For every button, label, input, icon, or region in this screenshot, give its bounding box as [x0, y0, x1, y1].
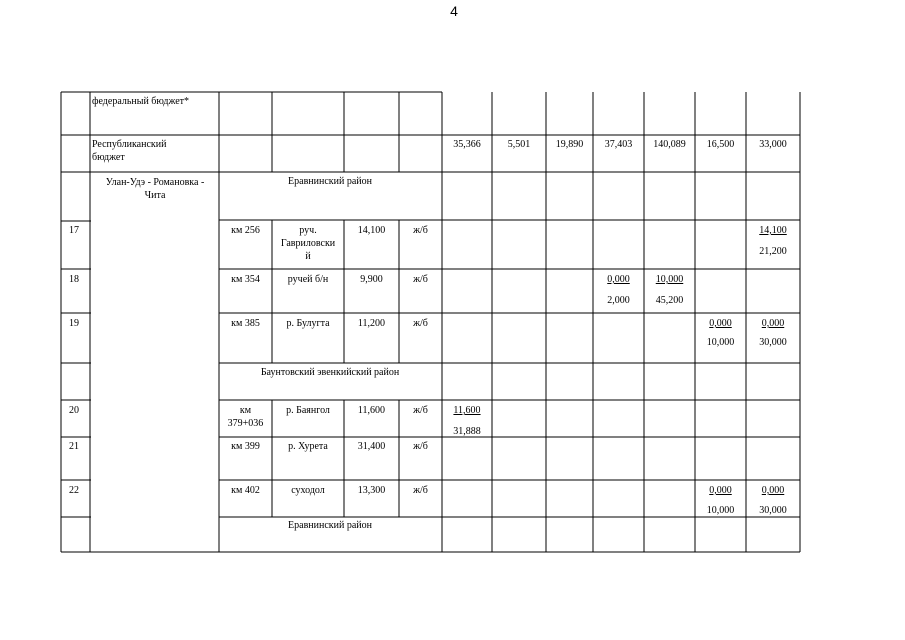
row-value-bottom: 2,000	[607, 295, 630, 306]
republic-budget-label-line1: Республиканский	[92, 139, 167, 150]
row-length: 14,100	[357, 225, 386, 236]
row-km: км 402	[231, 485, 260, 496]
row-number: 20	[69, 405, 79, 416]
object-name-line: й	[305, 251, 311, 262]
section-heading: Еравнинский район	[288, 176, 372, 187]
row-length: 13,300	[357, 485, 386, 496]
row-type: ж/б	[413, 274, 428, 285]
row-km: км 354	[231, 274, 260, 285]
federal-budget-label: федеральный бюджет*	[92, 96, 190, 107]
republic-value: 35,366	[453, 139, 481, 150]
row-km-line: 379+036	[227, 418, 264, 429]
row-type: ж/б	[413, 318, 428, 329]
row-km-line: км	[239, 405, 252, 416]
row-value-bottom: 10,000	[706, 505, 735, 516]
road-name-line1: Улан-Удэ - Романовка -	[105, 177, 205, 188]
row-object-name: р. Хурета	[288, 441, 328, 452]
republic-value: 37,403	[604, 139, 633, 150]
object-name-line: Гавриловски	[280, 238, 336, 249]
row-value-top: 0,000	[761, 318, 785, 329]
republic-value: 140,089	[653, 139, 686, 150]
row-number: 22	[69, 485, 79, 496]
row-value-bottom: 45,200	[655, 295, 684, 306]
row-length: 31,400	[357, 441, 386, 452]
row-km	[219, 404, 272, 430]
row-type: ж/б	[413, 485, 428, 496]
republic-budget-label-line2: бюджет	[92, 152, 125, 163]
row-type: ж/б	[413, 405, 428, 416]
row-value-bottom: 30,000	[759, 505, 787, 516]
row-value-top: 0,000	[709, 318, 732, 329]
row-value-top: 0,000	[709, 485, 732, 496]
row-length: 9,900	[360, 274, 383, 285]
row-value-top: 14,100	[759, 225, 787, 236]
road-name-line2: Чита	[144, 190, 166, 201]
row-value-bottom: 10,000	[706, 337, 735, 348]
row-object-name: суходол	[291, 485, 325, 496]
row-value-top: 11,600	[453, 405, 481, 416]
row-value-bottom: 30,000	[759, 337, 787, 348]
row-object-name: р. Баянгол	[286, 405, 330, 416]
republic-value: 19,890	[555, 139, 584, 150]
row-number: 19	[69, 318, 79, 329]
row-type: ж/б	[413, 225, 428, 236]
row-value-bottom: 21,200	[759, 246, 787, 257]
row-number: 18	[69, 274, 79, 285]
row-length: 11,200	[357, 318, 386, 329]
republic-value: 5,501	[507, 139, 531, 150]
row-km: км 256	[231, 225, 260, 236]
republic-value: 16,500	[706, 139, 735, 150]
row-value-bottom: 31,888	[453, 426, 481, 437]
row-type: ж/б	[413, 441, 428, 452]
row-object-name: ручей б/н	[287, 274, 329, 285]
row-length: 11,600	[357, 405, 386, 416]
road-name	[91, 176, 219, 202]
row-value-top: 0,000	[761, 485, 785, 496]
row-object-name: р. Булугта	[286, 318, 330, 329]
row-value-top: 10,000	[655, 274, 684, 285]
section-heading: Баунтовский эвенкийский район	[260, 367, 400, 378]
row-number: 21	[69, 441, 79, 452]
object-name-line: руч.	[299, 225, 317, 236]
row-km: км 385	[231, 318, 260, 329]
row-number: 17	[69, 225, 79, 236]
page-number: 4	[450, 3, 458, 19]
row-value-top: 0,000	[607, 274, 630, 285]
section-heading: Еравнинский район	[288, 520, 372, 531]
row-object-name	[272, 224, 344, 263]
row-km: км 399	[231, 441, 260, 452]
republic-value: 33,000	[759, 139, 787, 150]
